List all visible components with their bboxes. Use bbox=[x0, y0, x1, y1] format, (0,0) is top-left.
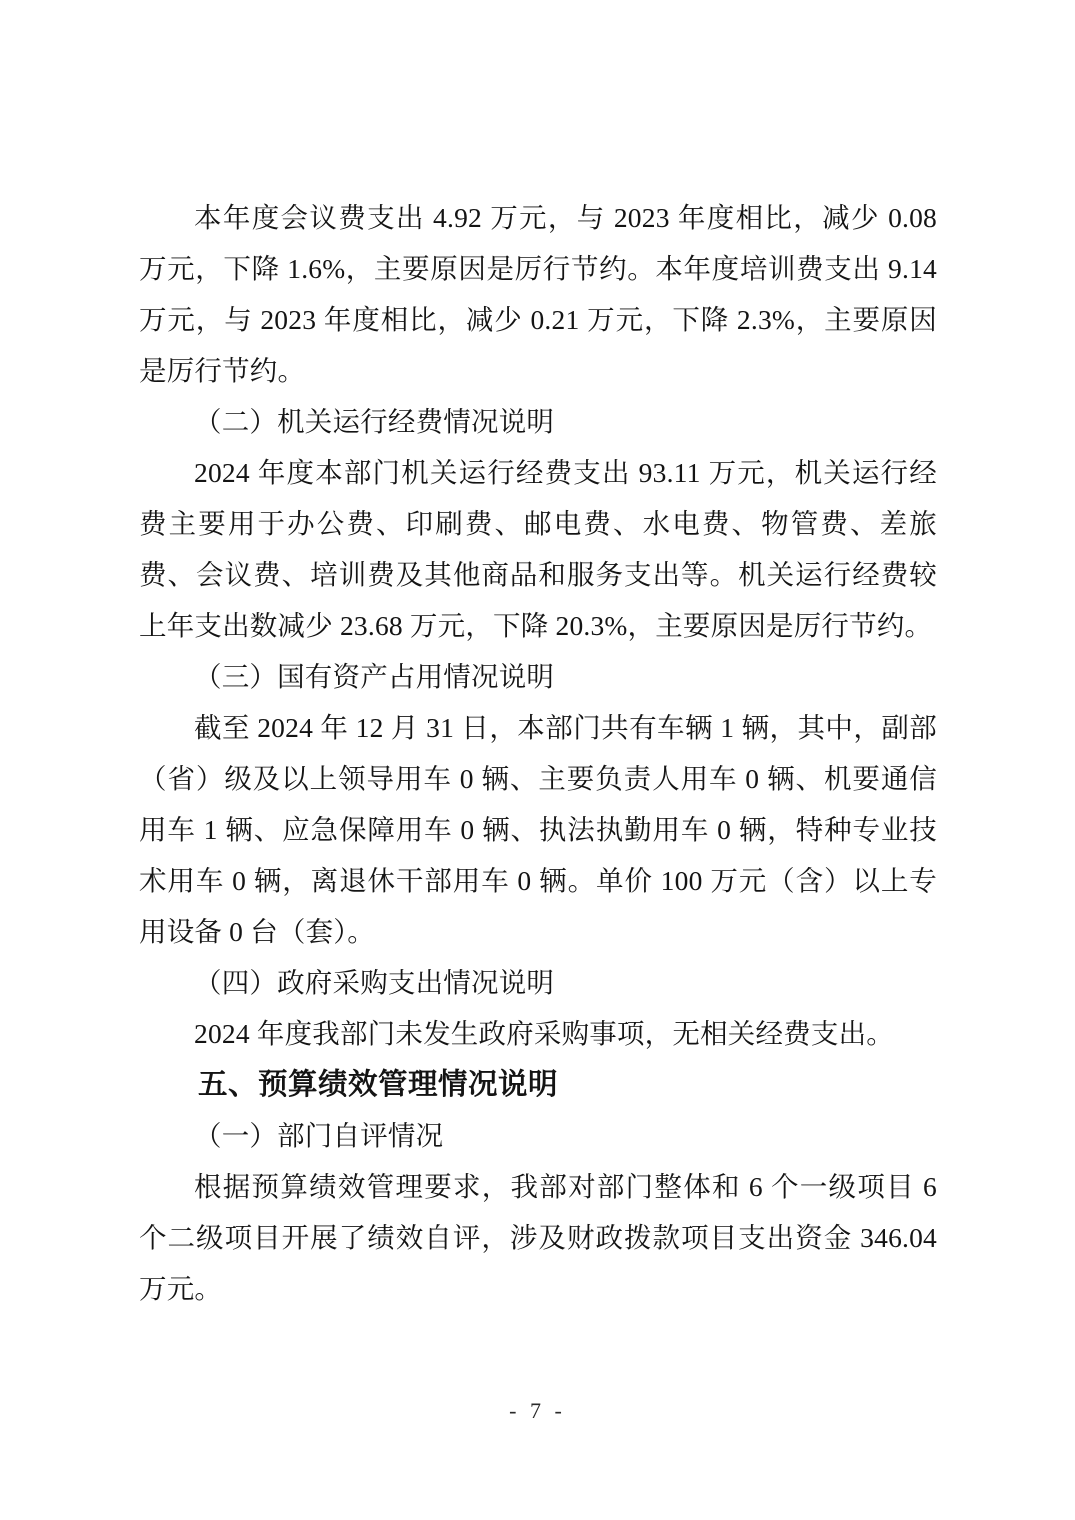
subsection-heading-org-operating-costs: （二）机关运行经费情况说明 bbox=[194, 406, 555, 437]
body-paragraph: 根据预算绩效管理要求，我部对部门整体和 6 个一级项目 6 个二级项目开展了绩效自评，涉及财政拨款项目支出资金 346.04 万元。 bbox=[139, 1171, 937, 1304]
section-heading-budget-performance: 五、预算绩效管理情况说明 bbox=[198, 1068, 559, 1101]
subsection-heading-state-assets: （三）国有资产占用情况说明 bbox=[194, 661, 555, 692]
document-body bbox=[139, 192, 937, 1314]
body-paragraph: 截至 2024 年 12 月 31 日，本部门共有车辆 1 辆，其中，副部（省）级及以上领导用车 0 辆、主要负责人用车 0 辆、机要通信用车 1 辆、应急保障用车 0 辆、执法执勤用车 0 辆，特种专业技术用车 0 辆，离退休干部用车 0 辆。单价 100 万元（含）以上专用设备 0 台（套）。 bbox=[139, 712, 937, 947]
body-paragraph: 2024 年度我部门未发生政府采购事项，无相关经费支出。 bbox=[194, 1018, 894, 1049]
page-number: - 7 - bbox=[509, 1398, 566, 1423]
subsection-heading-gov-procurement: （四）政府采购支出情况说明 bbox=[194, 967, 555, 998]
body-paragraph: 2024 年度本部门机关运行经费支出 93.11 万元，机关运行经费主要用于办公费、印刷费、邮电费、水电费、物管费、差旅费、会议费、培训费及其他商品和服务支出等。机关运行经费较上年支出数减少 23.68 万元，下降 20.3%，主要原因是厉行节约。 bbox=[139, 457, 937, 641]
body-paragraph: 本年度会议费支出 4.92 万元，与 2023 年度相比，减少 0.08 万元，下降 1.6%，主要原因是厉行节约。本年度培训费支出 9.14 万元，与 2023 年度相比，减少 0.21 万元，下降 2.3%，主要原因是厉行节约。 bbox=[139, 202, 937, 386]
subsection-heading-self-evaluation: （一）部门自评情况 bbox=[194, 1120, 444, 1151]
page-footer bbox=[0, 1396, 1075, 1426]
